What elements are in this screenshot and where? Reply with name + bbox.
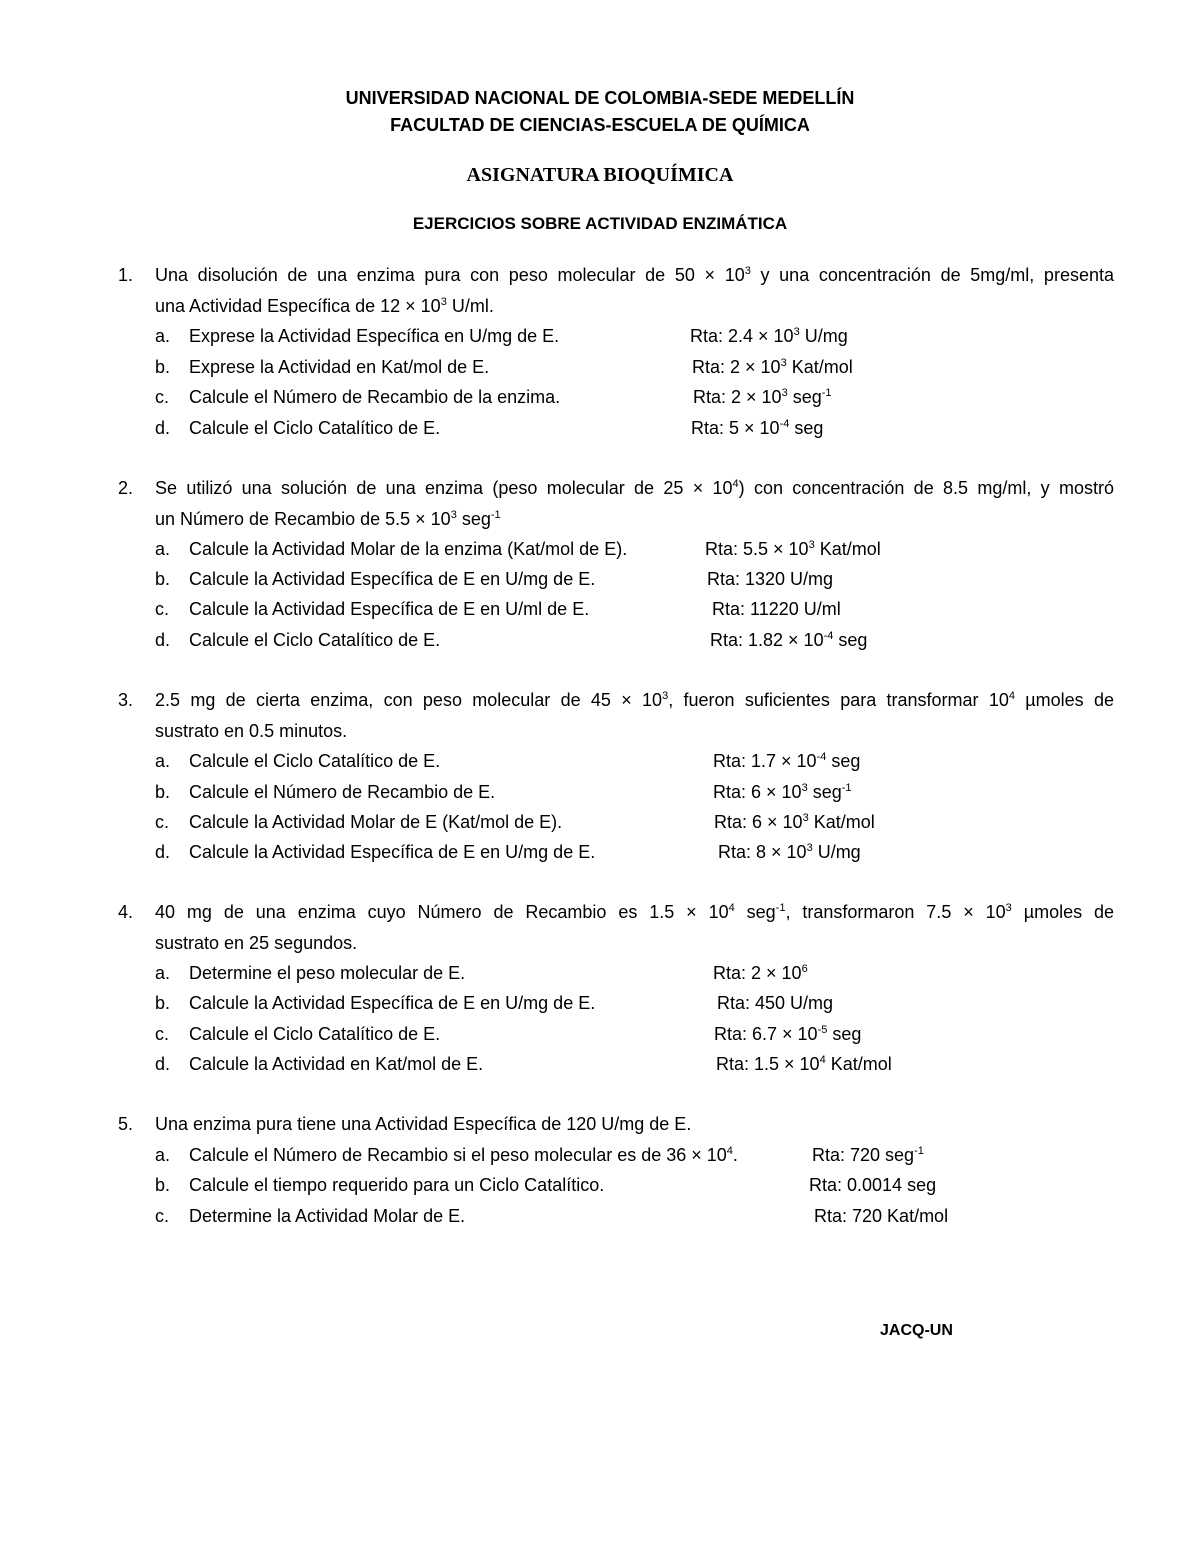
exponent: -5: [817, 1024, 828, 1036]
text-segment: Calcule el Número de Recambio si el peso molecular es de 36 × 10: [189, 1145, 727, 1165]
exercise-5-item: [0, 1170, 1200, 1200]
text-segment: µmoles de: [1011, 902, 1115, 922]
item-answer: [809, 1170, 936, 1200]
text-segment: seg: [734, 902, 776, 922]
item-question: [189, 1140, 738, 1170]
item-answer: [716, 1049, 892, 1079]
exercise-1-item: [0, 413, 1200, 443]
exercise-stem-text: [155, 473, 1114, 503]
exercise-3-stem-line: [0, 716, 1200, 746]
item-answer: [692, 352, 853, 382]
exercise-5-item: [0, 1201, 1200, 1231]
exercise-4-item: [0, 1049, 1200, 1079]
text-segment: Rta: 2.4 × 10: [690, 326, 794, 346]
exponent: 4: [732, 478, 739, 490]
exponent: -4: [823, 630, 834, 642]
exponent: 3: [806, 842, 813, 854]
text-segment: Rta: 11220 U/ml: [712, 599, 841, 619]
item-letter: b.: [155, 357, 171, 377]
exponent: 3: [780, 357, 787, 369]
item-question: Calcule el tiempo requerido para un Ciclo Catalítico.: [189, 1175, 605, 1195]
item-answer: [814, 1201, 948, 1231]
item-letter: d.: [155, 418, 171, 438]
exponent: 3: [744, 265, 751, 277]
item-letter: c.: [155, 387, 170, 407]
item-answer: [690, 321, 848, 351]
text-segment: Kat/mol: [825, 1054, 892, 1074]
exercise-4-item: [0, 958, 1200, 988]
item-question: Calcule la Actividad Específica de E en U/mg de E.: [189, 842, 596, 862]
item-question: Determine la Actividad Molar de E.: [189, 1206, 466, 1226]
exponent: 3: [1005, 902, 1012, 914]
exponent: 3: [801, 782, 808, 794]
text-segment: seg: [826, 751, 861, 771]
exercise-2-item: [0, 564, 1200, 594]
exercise-2-stem-line: [0, 473, 1200, 503]
text-segment: una Actividad Específica de 12 × 10: [155, 296, 441, 316]
item-answer: [707, 564, 833, 594]
exercise-stem-text: [155, 716, 347, 746]
text-segment: µmoles de: [1015, 690, 1115, 710]
exponent: 3: [793, 326, 800, 338]
text-segment: Rta: 6 × 10: [714, 812, 803, 832]
item-question: Calcule el Ciclo Catalítico de E.: [189, 418, 441, 438]
text-segment: Rta: 5 × 10: [691, 418, 780, 438]
item-answer: [710, 625, 867, 655]
item-letter: c.: [155, 599, 170, 619]
text-segment: Rta: 1.5 × 10: [716, 1054, 820, 1074]
item-letter: b.: [155, 782, 171, 802]
exponent: 4: [726, 1145, 733, 1157]
faculty-title: FACULTAD DE CIENCIAS-ESCUELA DE QUÍMICA: [390, 115, 810, 135]
text-segment: un Número de Recambio de 5.5 × 10: [155, 509, 451, 529]
exercise-4-item: [0, 988, 1200, 1018]
item-answer: [812, 1140, 924, 1170]
text-segment: sustrato en 25 segundos.: [155, 933, 358, 953]
text-segment: Kat/mol: [814, 539, 881, 559]
item-question: Calcule el Número de Recambio de la enzima.: [189, 387, 561, 407]
text-segment: Rta: 2 × 10: [692, 357, 781, 377]
item-question: Determine el peso molecular de E.: [189, 963, 466, 983]
text-segment: Rta: 2 × 10: [693, 387, 782, 407]
exercise-2-item: [0, 534, 1200, 564]
item-answer: [691, 413, 823, 443]
exercise-3-item: [0, 837, 1200, 867]
text-segment: U/mg: [812, 842, 861, 862]
exercise-1-stem-line: [0, 291, 1200, 321]
item-answer: [713, 777, 852, 807]
exponent: 4: [1008, 690, 1015, 702]
text-segment: U/ml.: [446, 296, 494, 316]
exercise-number: 3.: [118, 690, 134, 710]
exercise-number: 2.: [118, 478, 134, 498]
item-question: Calcule el Ciclo Catalítico de E.: [189, 751, 441, 771]
exercise-2-item: [0, 625, 1200, 655]
item-answer: [693, 382, 832, 412]
exponent: 3: [802, 812, 809, 824]
exponent: 4: [728, 902, 735, 914]
university-title: UNIVERSIDAD NACIONAL DE COLOMBIA-SEDE MEDELLÍN: [345, 88, 855, 108]
item-letter: d.: [155, 1054, 171, 1074]
text-segment: Una disolución de una enzima pura con peso molecular de 50 × 10: [155, 265, 745, 285]
signature: JACQ-UN: [880, 1322, 953, 1339]
item-question: Calcule la Actividad Específica de E en U/mg de E.: [189, 993, 596, 1013]
exercise-1-item: [0, 321, 1200, 351]
text-segment: y una concentración de 5mg/ml, presenta: [750, 265, 1114, 285]
exercise-1-item: [0, 382, 1200, 412]
text-segment: Rta: 1.7 × 10: [713, 751, 817, 771]
exercise-number: 1.: [118, 265, 134, 285]
exercise-3-item: [0, 807, 1200, 837]
item-letter: b.: [155, 993, 171, 1013]
exercise-stem-text: [155, 685, 1114, 715]
item-answer: [705, 534, 881, 564]
item-letter: c.: [155, 1024, 170, 1044]
item-question: Calcule el Ciclo Catalítico de E.: [189, 1024, 441, 1044]
text-segment: ) con concentración de 8.5 mg/ml, y mostró: [738, 478, 1114, 498]
item-question: Calcule el Ciclo Catalítico de E.: [189, 630, 441, 650]
exercise-3-item: [0, 746, 1200, 776]
text-segment: sustrato en 0.5 minutos.: [155, 721, 348, 741]
item-letter: a.: [155, 326, 171, 346]
exercise-1-item: [0, 352, 1200, 382]
item-answer: [714, 1019, 861, 1049]
exercise-4-stem-line: [0, 897, 1200, 927]
text-segment: , fueron suficientes para transformar 10: [668, 690, 1009, 710]
item-question: Calcule la Actividad Molar de E (Kat/mol de E).: [189, 812, 563, 832]
exponent: 3: [808, 539, 815, 551]
text-segment: Rta: 8 × 10: [718, 842, 807, 862]
exercise-2-stem-line: [0, 504, 1200, 534]
text-segment: seg: [807, 782, 842, 802]
text-segment: seg: [833, 630, 868, 650]
text-segment: Rta: 6.7 × 10: [714, 1024, 818, 1044]
item-question: Calcule la Actividad Específica de E en U/ml de E.: [189, 599, 590, 619]
exponent: -4: [779, 418, 790, 430]
text-segment: Rta: 720 Kat/mol: [814, 1206, 949, 1226]
item-answer: [718, 837, 861, 867]
text-segment: seg: [456, 509, 491, 529]
exponent: 3: [450, 509, 457, 521]
text-segment: Rta: 6 × 10: [713, 782, 802, 802]
text-segment: Rta: 1.82 × 10: [710, 630, 824, 650]
item-letter: d.: [155, 842, 171, 862]
text-segment: seg: [827, 1024, 862, 1044]
exercise-4-stem-line: [0, 928, 1200, 958]
item-letter: b.: [155, 569, 171, 589]
item-letter: a.: [155, 539, 171, 559]
item-question: Calcule la Actividad en Kat/mol de E.: [189, 1054, 484, 1074]
item-answer: [713, 958, 808, 988]
exercise-4-item: [0, 1019, 1200, 1049]
exercise-5-item: [0, 1140, 1200, 1170]
item-letter: d.: [155, 630, 171, 650]
text-segment: Kat/mol: [808, 812, 875, 832]
text-segment: Rta: 2 × 10: [713, 963, 802, 983]
text-segment: 2.5 mg de cierta enzima, con peso molecular de 45 × 10: [155, 690, 663, 710]
item-letter: c.: [155, 1206, 170, 1226]
text-segment: , transformaron 7.5 × 10: [785, 902, 1006, 922]
item-answer: [714, 807, 875, 837]
exercise-number: 5.: [118, 1114, 134, 1134]
item-letter: b.: [155, 1175, 171, 1195]
item-question: Exprese la Actividad en Kat/mol de E.: [189, 357, 490, 377]
item-letter: a.: [155, 1145, 171, 1165]
item-question: Calcule la Actividad Específica de E en U/mg de E.: [189, 569, 596, 589]
exercise-stem-text: [155, 291, 494, 321]
course-title: ASIGNATURA BIOQUÍMICA: [466, 164, 734, 186]
item-letter: a.: [155, 963, 171, 983]
item-letter: a.: [155, 751, 171, 771]
exponent: -1: [914, 1145, 924, 1157]
exercise-number: 4.: [118, 902, 134, 922]
exponent: -1: [775, 902, 786, 914]
item-question: Exprese la Actividad Específica en U/mg de E.: [189, 326, 560, 346]
text-segment: Rta: 720 seg: [812, 1145, 915, 1165]
item-question: Calcule el Número de Recambio de E.: [189, 782, 496, 802]
exponent: -4: [816, 751, 827, 763]
exercise-stem-text: [155, 1109, 691, 1139]
exercise-5-stem-line: [0, 1109, 1200, 1139]
text-segment: Rta: 5.5 × 10: [705, 539, 809, 559]
text-segment: Rta: 450 U/mg: [717, 993, 834, 1013]
text-segment: U/mg: [799, 326, 848, 346]
text-segment: Una enzima pura tiene una Actividad Específica de 120 U/mg de E.: [155, 1114, 692, 1134]
exponent: -1: [490, 509, 501, 521]
text-segment: Rta: 1320 U/mg: [707, 569, 834, 589]
exercise-3-item: [0, 777, 1200, 807]
exponent: -1: [841, 782, 852, 794]
exercise-stem-text: [155, 260, 1114, 290]
item-question: Calcule la Actividad Molar de la enzima (Kat/mol de E).: [189, 539, 628, 559]
exponent: 4: [819, 1054, 826, 1066]
item-answer: [717, 988, 833, 1018]
text-segment: Kat/mol: [786, 357, 853, 377]
exponent: 6: [801, 963, 808, 975]
exercise-1-stem-line: [0, 260, 1200, 290]
text-segment: seg: [787, 387, 822, 407]
exponent: 3: [781, 387, 788, 399]
exponent: -1: [821, 387, 832, 399]
item-answer: [712, 594, 841, 624]
topic-title: EJERCICIOS SOBRE ACTIVIDAD ENZIMÁTICA: [412, 214, 788, 233]
text-segment: .: [732, 1145, 738, 1165]
exercise-stem-text: [155, 897, 1114, 927]
exercise-stem-text: [155, 504, 501, 534]
exponent: 3: [662, 690, 669, 702]
text-segment: Se utilizó una solución de una enzima (peso molecular de 25 × 10: [155, 478, 733, 498]
exercise-3-stem-line: [0, 685, 1200, 715]
text-segment: seg: [789, 418, 824, 438]
exponent: 3: [440, 296, 447, 308]
item-letter: c.: [155, 812, 170, 832]
text-segment: Rta: 0.0014 seg: [809, 1175, 937, 1195]
text-segment: 40 mg de una enzima cuyo Número de Recambio es 1.5 × 10: [155, 902, 729, 922]
exercise-2-item: [0, 594, 1200, 624]
exercise-stem-text: [155, 928, 357, 958]
item-answer: [713, 746, 860, 776]
